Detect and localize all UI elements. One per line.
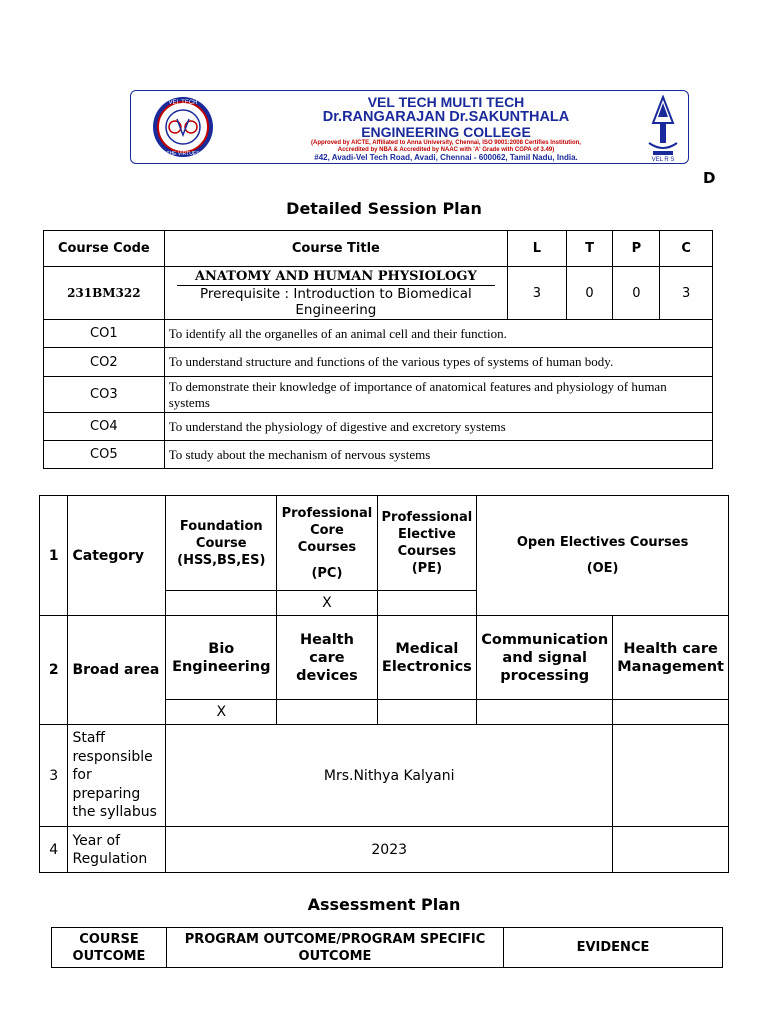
college-name-line-2: Dr.RANGARAJAN Dr.SAKUNTHALA (322, 109, 570, 125)
medical-electronics-mark (377, 700, 477, 725)
staff-responsible-value: Mrs.Nithya Kalyani (166, 725, 613, 827)
lamp-letters: VEL R S (651, 157, 675, 161)
professional-elective-header: Professional Elective Courses (PE) (377, 496, 477, 591)
row1-label: Category (68, 496, 166, 616)
pc-label: Professional Core Courses (281, 505, 373, 555)
co4-text: To understand the physiology of digestive and excretory systems (164, 413, 712, 441)
co2-id: CO2 (44, 348, 165, 377)
assessment-plan-title: Assessment Plan (307, 895, 461, 914)
open-electives-header (477, 496, 729, 616)
course-code: 231BM322 (44, 267, 165, 320)
co5-id: CO5 (44, 441, 165, 469)
header-course-title: Course Title (164, 231, 507, 267)
row4-label: Year of Regulation (68, 827, 166, 873)
communication-signal-mark (477, 700, 613, 725)
communication-signal-header: Communication and signal processing (477, 616, 613, 700)
course-l-value: 3 (508, 267, 567, 320)
co4-id: CO4 (44, 413, 165, 441)
foundation-course-header: Foundation Course (HSS,BS,ES) (166, 496, 277, 591)
approval-text (251, 140, 641, 154)
header-p: P (613, 231, 660, 267)
course-c-value: 3 (660, 267, 713, 320)
seal-bottom-text: THE VIRTUES (166, 151, 200, 157)
health-care-devices-mark (277, 700, 377, 725)
health-care-management-header: Health care Management (613, 616, 729, 700)
pc-abbr: (PC) (311, 565, 343, 581)
health-care-devices-header: Health care devices (277, 616, 377, 700)
bio-engineering-header: Bio Engineering (166, 616, 277, 700)
row3-label: Staff responsible for preparing the syllabus (68, 725, 166, 827)
co3-id: CO3 (44, 377, 165, 413)
approval-line-1: (Approved by AICTE, Affiliated to Anna University, Chennai, ISO 9001:2008 Certifies Institution, (311, 140, 581, 146)
course-name: ANATOMY AND HUMAN PHYSIOLOGY (177, 269, 495, 286)
co5-text: To study about the mechanism of nervous systems (164, 441, 712, 469)
row4-number: 4 (40, 827, 68, 873)
oe-label: Open Electives Courses (516, 534, 689, 550)
course-details-table (43, 230, 713, 469)
professional-elective-mark (377, 591, 477, 616)
professional-core-mark: X (277, 591, 377, 616)
corner-letter: D (703, 169, 716, 187)
medical-electronics-header: Medical Electronics (377, 616, 477, 700)
regulation-year-value: 2023 (166, 827, 613, 873)
approval-line-2: Accredited by NBA & Accredited by NAAC with 'A' Grade with CGPA of 3.49) (337, 147, 555, 153)
oe-abbr: (OE) (586, 560, 619, 576)
row2-label: Broad area (68, 616, 166, 725)
course-prerequisite: Prerequisite : Introduction to Biomedical Engineering (199, 285, 472, 318)
session-plan-title: Detailed Session Plan (286, 199, 482, 218)
header-program-outcome: PROGRAM OUTCOME/PROGRAM SPECIFIC OUTCOME (167, 928, 504, 968)
foundation-mark (166, 591, 277, 616)
assessment-plan-table (51, 927, 723, 968)
professional-core-header (277, 496, 377, 591)
co2-text: To understand structure and functions of the various types of systems of human body. (164, 348, 712, 377)
co1-id: CO1 (44, 320, 165, 348)
college-seal-logo (139, 95, 247, 159)
header-c: C (660, 231, 713, 267)
lamp-emblem-logo (641, 95, 685, 161)
college-name-line-3: ENGINEERING COLLEGE (361, 124, 531, 140)
row4-empty-cell (613, 827, 729, 873)
college-address: #42, Avadi-Vel Tech Road, Avadi, Chennai - 600062, Tamil Nadu, India. (314, 153, 578, 162)
college-banner (130, 90, 689, 164)
health-care-management-mark (613, 700, 729, 725)
row3-number: 3 (40, 725, 68, 827)
row3-empty-cell (613, 725, 729, 827)
row1-number: 1 (40, 496, 68, 616)
co3-text: To demonstrate their knowledge of importance of anatomical features and physiology of human systems (164, 377, 712, 413)
course-t-value: 0 (566, 267, 613, 320)
header-course-outcome: COURSE OUTCOME (52, 928, 167, 968)
bio-engineering-mark: X (166, 700, 277, 725)
header-evidence: EVIDENCE (504, 928, 723, 968)
course-classification-table (39, 495, 729, 873)
row2-number: 2 (40, 616, 68, 725)
co1-text: To identify all the organelles of an animal cell and their function. (164, 320, 712, 348)
header-l: L (508, 231, 567, 267)
seal-top-text: VEL TECH (168, 100, 198, 106)
header-course-code: Course Code (44, 231, 165, 267)
header-t: T (566, 231, 613, 267)
college-name-line-1: VEL TECH MULTI TECH (367, 94, 525, 110)
course-title-cell (164, 267, 507, 320)
course-p-value: 0 (613, 267, 660, 320)
